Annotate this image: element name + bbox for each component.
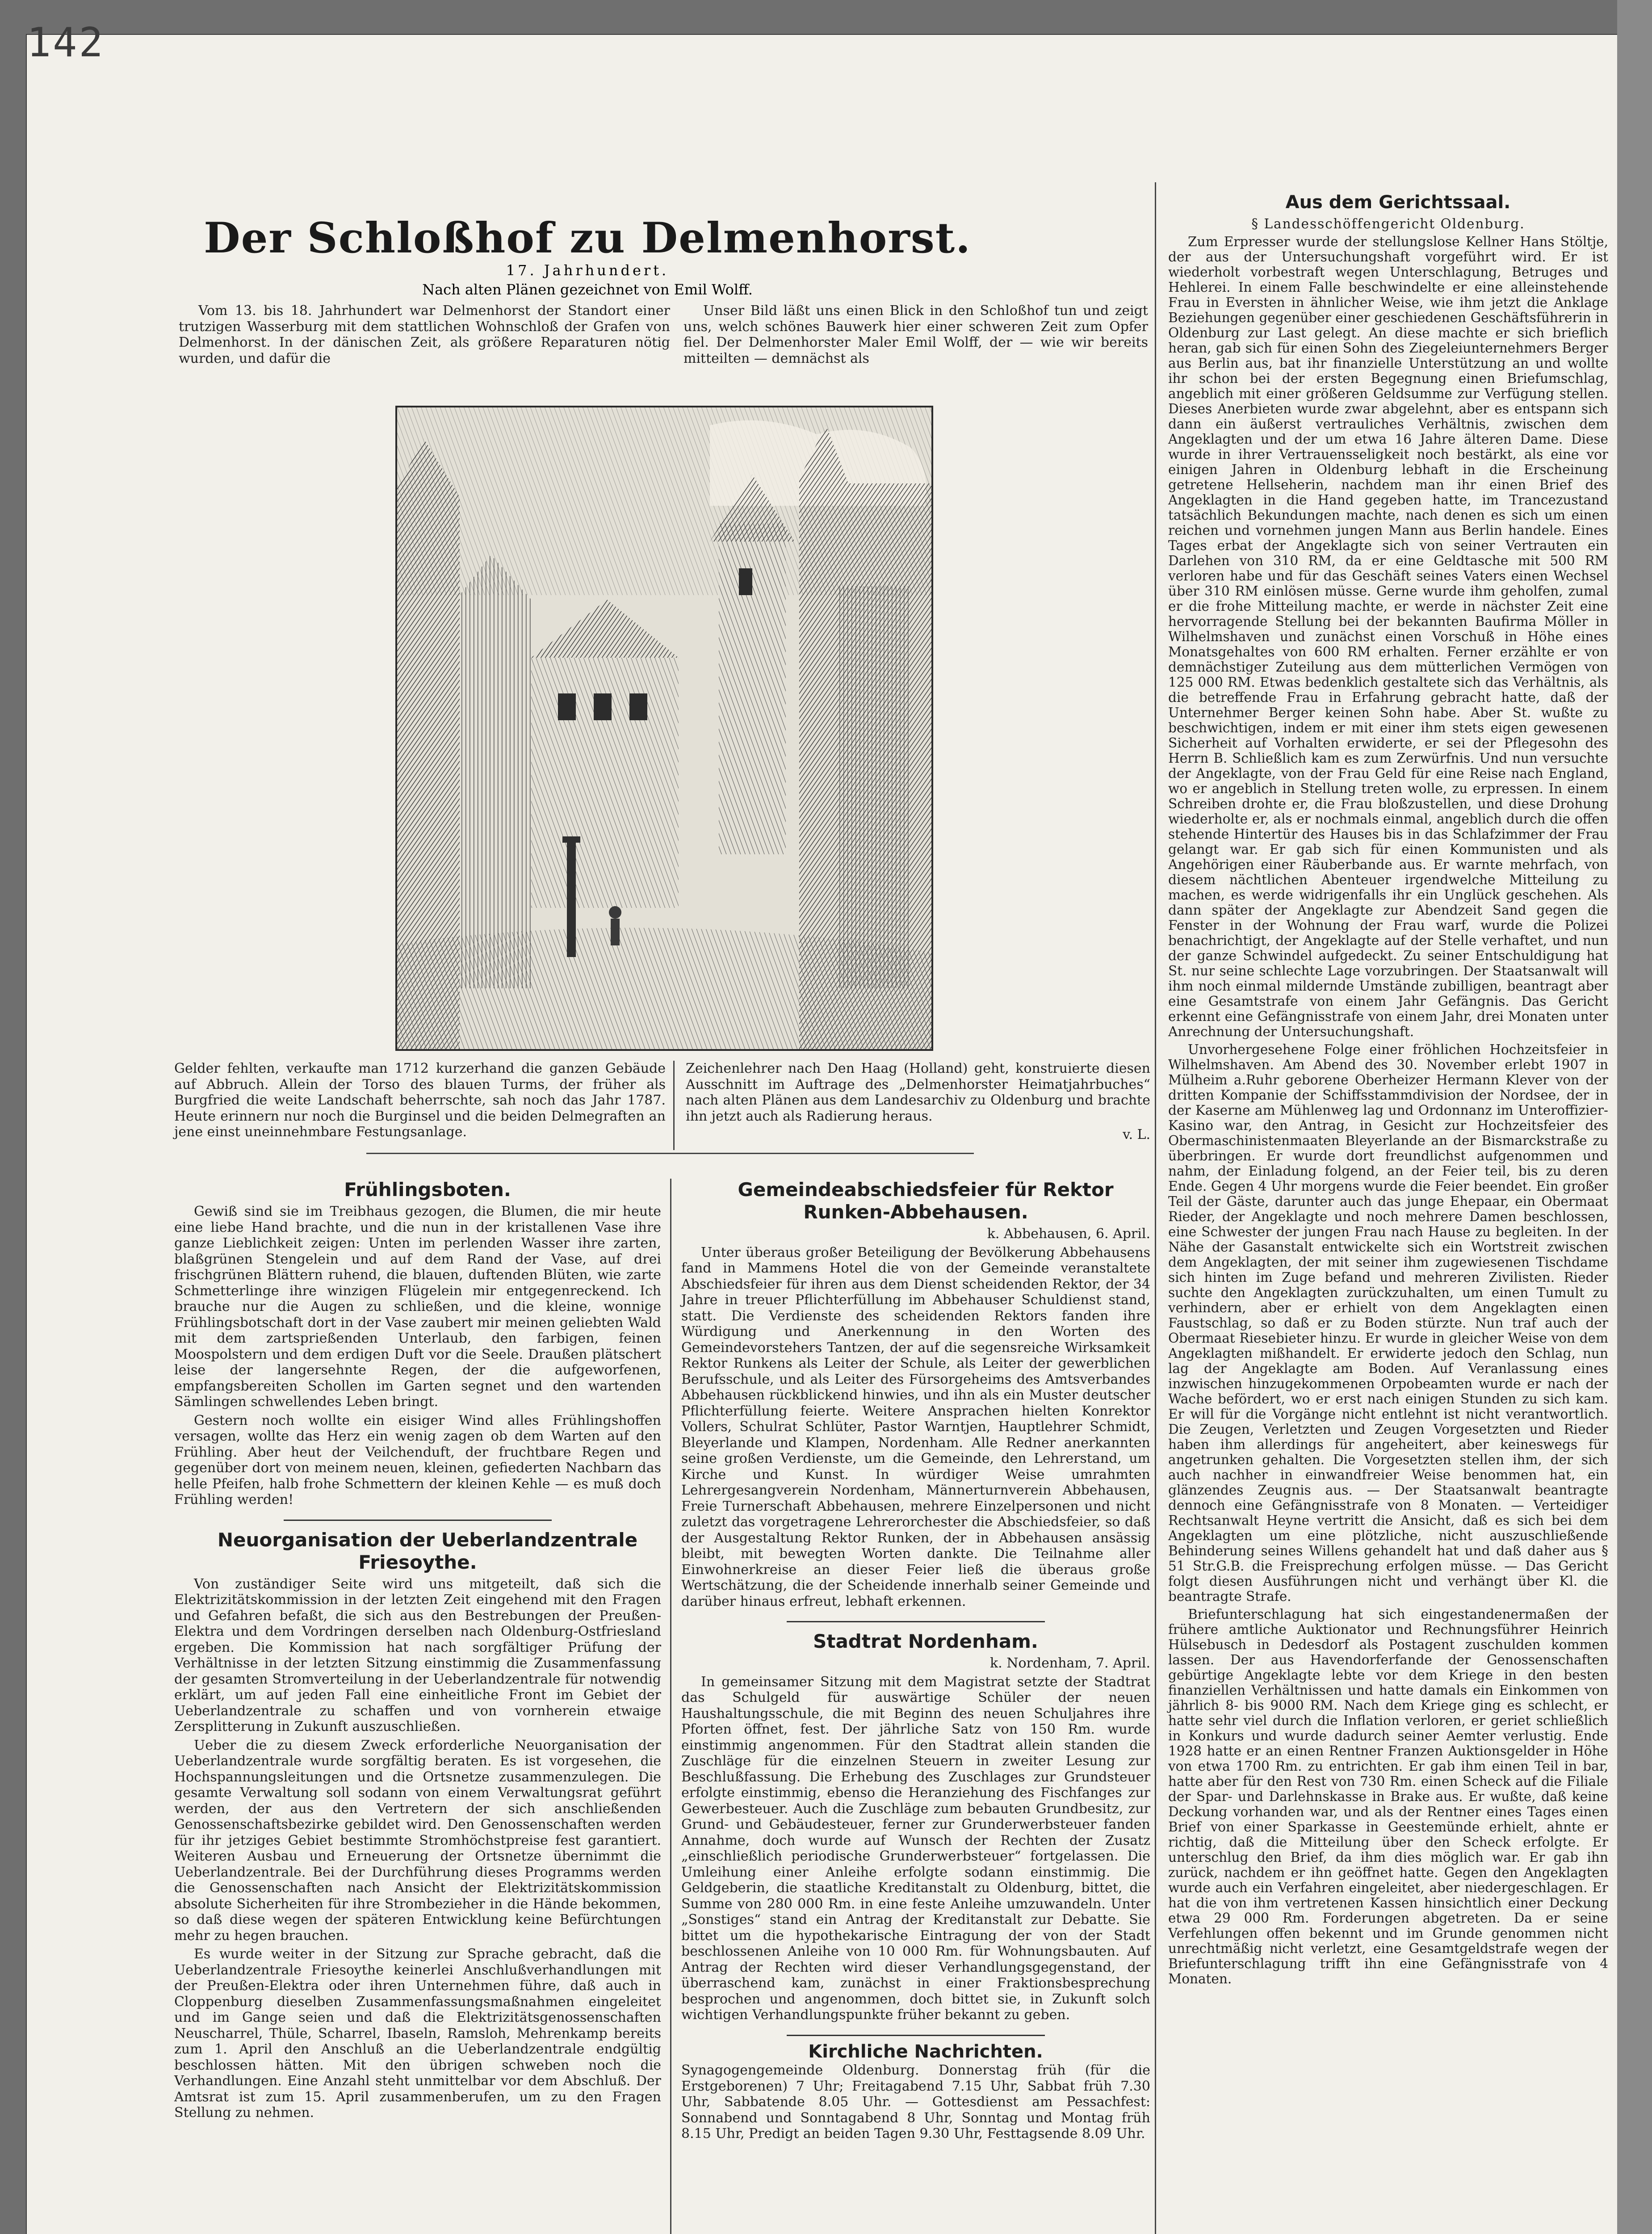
- lead-end-right-text: Zeichenlehrer nach Den Haag (Holland) geht, konstruierte diesen Ausschnitt im Auftrage des „Delmenhorster Heimatjahrbuches“ nach alten Plänen aus dem Landesarchiv zu Oldenburg und brachte ihn jetzt auch als Radierung heraus.: [686, 1061, 1150, 1124]
- binding-edge: [1617, 0, 1652, 2234]
- court-paragraph-3: Briefunterschlagung hat sich eingestandenermaßen der frühere amtliche Auktionator und Rechnungsführer Heinrich Hülsebusch in Dedesdorf als Postagent zuschulden kommen lassen. Der aus Havendorferfande der Genossenschaften gebürtige Angeklagte lebte vor dem Kriege in den besten finanziellen Verhältnissen und hatte damals ein Einkommen von jährlich 8- bis 9000 RM. Nach dem Kriege ging es schlecht, er hatte sehr viel durch die Inflation verloren, er geriet schließlich in Konkurs und wurde dadurch seiner Aemter verlustig. Ende 1928 hatte er an einen Rentner Franzen Auktionsgelder in Höhe von etwa 1700 Rm. zu entrichten. Er gab ihm einen Teil in bar, hatte aber für den Rest von 730 Rm. einen Scheck auf die Filiale der Spar- und Darlehnskasse in Brake aus. Er wußte, daß keine Deckung vorhanden war, und als der Rentner eines Tages einen Brief von einer Sparkasse in Geestemünde erhielt, ahnte er richtig, daß die Mitteilung über den Scheck erfolgte. Er unterschlug den Brief, da ihm dies möglich war. Er gab ihn zurück, nachdem er ihn geöffnet hatte. Gegen den Angeklagten wurde auch ein Verfahren eingeleitet, aber niedergeschlagen. Er hat die von ihm vertretenen Kassen hinsichtlich einer Deckung etwa 29 000 Rm. Forderungen abgetreten. Da er seine Verfehlungen offen bekennt und im Grunde genommen nicht unrechtmäßig nicht verletzt, eine Gesamtgeldstrafe wegen der Briefunterschlagung trifft ihn eine Gefängnisstrafe von 4 Monaten.: [1168, 1607, 1608, 1986]
- farewell-dateline: k. Abbehausen, 6. April.: [987, 1226, 1150, 1242]
- lead-title: Der Schloßhof zu Delmenhorst.: [204, 214, 971, 263]
- lead-column-divider: [673, 1061, 675, 1150]
- court-paragraph-2: Unvorhergesehene Folge einer fröhlichen Hochzeitsfeier in Wilhelmshaven. Am Abend des 30. November erlebt 1907 in Mülheim a.Ruhr geborene Oberheizer Hermann Klever von der dritten Kompanie der Schiffsstammdivision der Nordsee, der in der Kaserne am Mühlenweg lag und Ordonnanz im Unteroffizier-Kasino war, den Antrag, in Gesicht zur Hochzeitsfeier des Obermaschinistenmaaten Bleyerlande an der Bismarckstraße zu überbringen. Er wurde dort freundlichst aufgenommen und nahm, der Einladung folgend, an der Feier teil, bis zu deren Ende. Gegen 4 Uhr morgens wurde die Feier beendet. Ein großer Teil der Gäste, darunter auch das junge Ehepaar, ein Obermaat Rieder, der Angeklagte und noch mehrere Damen beschlossen, eine Schwester der jungen Frau nach Hause zu begleiten. In der Nähe der Gasanstalt entwickelte sich ein Wortstreit zwischen dem Angeklagten, der mit seiner ihm zugewiesenen Tischdame sich hinten im Zuge befand und mehreren Zivilisten. Rieder suchte den Angeklagten zurückzuhalten, um einen Tumult zu verhindern, aber er erhielt von dem Angeklagten einen Faustschlag, so daß er zu Boden stürzte. Nun traf auch der Obermaat Riesebieter hinzu. Er wurde in gleicher Weise von dem Angeklagten mißhandelt. Er erwiderte jedoch den Schlag, nun lag der Angeklagte am Boden. Auf Veranlassung eines inzwischen hinzugekommenen Orpobeamten wurde er nach der Wache befördert, wo er erst nach einigen Stunden zu sich kam. Er will für die Vorgänge nicht entlehnt ist nicht verantwortlich. Die Zeugen, Verletzten und Zeugen Vorgesetzten und Rieder haben ihm allerdings für angeheitert, aber keineswegs für angetrunken gehalten. Die Vorgesetzten stellen ihm, der sich auch nachher in einwandfreier Weise benommen hat, ein glänzendes Zeugnis aus. — Der Staatsanwalt beantragte dennoch eine Gefängnisstrafe von 8 Monaten. — Verteidiger Rechtsanwalt Heyne vertritt die Ansicht, daß es sich bei dem Angeklagten um eine plötzliche, nicht auszuschließende Behinderung seines Willens gehandelt hat und daß daher aus § 51 Str.G.B. die Freisprechung erfolgen müsse. — Das Gericht folgt diesen Ausführungen nicht und verhängt über Kl. die beantragte Strafe.: [1168, 1042, 1608, 1604]
- etching-drawing: [397, 407, 931, 1049]
- council-title: Stadtrat Nordenham.: [813, 1630, 1038, 1652]
- lead-intro-left-text: Vom 13. bis 18. Jahrhundert war Delmenhorst der Standort einer trutzigen Wasserburg mit dem stattlichen Wohnschloß der Grafen von Delmenhorst. In der dänischen Zeit, als größere Reparaturen nötig wurden, und dafür die: [179, 303, 670, 366]
- lead-end-left: [174, 1061, 666, 1143]
- court-paragraph-1: Zum Erpresser wurde der stellungslose Kellner Hans Stöltje, der aus der Untersuchungshaft vorgeführt wird. Er ist wiederholt vorbestraft wegen Unterschlagung, Betruges und Hehlerei. In einem Falle beschwindelte er eine alleinstehende Frau in Eversten in ähnlicher Weise, wie ihm jetzt die Anklage Beziehungen gegenüber einer geschiedenen Geschäftsführerin in Oldenburg zur Last gelegt. An diese machte er sich brieflich heran, gab sich für einen Sohn des Ziegeleiunternehmers Berger aus Berlin aus, bat ihr finanzielle Unterstützung an und wollte ihr schon bei der ersten Begegnung einen Briefumschlag, angeblich mit einer größeren Geldsumme zur Verfügung stellen. Dieses Anerbieten wurde zwar abgelehnt, aber es entspann sich dann ein äußerst vertrauliches Verhältnis, zwischen dem Angeklagten und der um etwa 16 Jahre älteren Dame. Diese wurde in ihrer Vertrauensseligkeit noch bestärkt, als eine vor einigen Jahren in Oldenburg lebhaft in die Erscheinung getretene Hellseherin, nachdem man ihr einen Brief des Angeklagten in die Hand gegeben hatte, im Trancezustand tatsächlich Bekundungen machte, nach denen es sich um einen reichen und vornehmen jungen Mann aus Berlin handele. Eines Tages erbat der Angeklagte sich von seiner Vertrauten ein Darlehen von 310 RM, da er eine Geldtasche mit 500 RM verloren habe und für das Geschäft seines Vaters einen Wechsel über 310 RM einlösen müsse. Gerne wurde ihm geholfen, zumal er die frohe Mitteilung machte, er werde in nächster Zeit eine hervorragende Stellung bei der bekannten Baufirma Möller in Wilhelmshaven und zunächst einen Vorschuß in Höhe eines Monatsgehaltes von 600 RM erhalten. Ferner erzählte er von demnächstiger Zuteilung aus dem mütterlichen Vermögen von 125 000 RM. Etwas bedenklich gestaltete sich das Verhältnis, als die betreffende Frau in Erfahrung gebracht hatte, daß der Unternehmer Berger keinen Sohn habe. Aber St. wußte zu beschwichtigen, indem er mit einer ihm stets eigen gewesenen Sicherheit auf Vorhalten erwiderte, er sei der Pflegesohn des Herrn B. Schließlich kam es zum Zerwürfnis. Und nun versuchte der Angeklagte, von der Frau Geld für eine Reise nach England, wo er angeblich in Stellung treten wolle, zu erpressen. In einem Schreiben drohte er, die Frau bloßzustellen, und diese Drohung wiederholte er, als er nochmals einmal, angeblich durch die offen stehende Hintertür des Hauses bis in das Schlafzimmer der Frau gelangt war. Er gab sich für einen Kommunisten und als Angehörigen einer Räuberbande aus. Er warnte mehrfach, von diesem nächtlichen Abenteuer irgendwelche Mitteilung zu machen, es werde widrigenfalls ihr ein Unglück geschehen. Als dann später der Angeklagte zur Abendzeit Sand gegen die Fenster in der Wohnung der Frau warf, wurde die Polizei benachrichtigt, der Angeklagte auf der Stelle verhaftet, und nun der ganze Schwindel aufgedeckt. Zu seiner Entschuldigung hat St. nur seine schlechte Lage vorzubringen. Der Staatsanwalt will ihm noch einmal mildernde Umstände zubilligen, beantragt aber eine Gesamtstrafe von einem Jahr Gefängnis. Das Gericht erkennt eine Gefängnisstrafe von einem Jahr, drei Monaten unter Anrechnung der Untersuchungshaft.: [1168, 234, 1608, 1039]
- overland-paragraph-1: Von zuständiger Seite wird uns mitgeteilt, daß sich die Elektrizitätskommission in der letzten Zeit eingehend mit den Fragen und Gefahren befaßt, die sich aus den Bestrebungen der Preußen-Elektra und dem Vordringen derselben nach Oldenburg-Ostfriesland ergeben. Die Kommission hat nach sorgfältiger Prüfung der Verhältnisse in der letzten Sitzung einstimmig die Zusammenfassung der gesamten Stromverteilung in der Ueberlandzentrale für notwendig erklärt, um auf jeden Fall eine einheitliche Front im Gebiet der Ueberlandzentrale zu schaffen und von vornherein etwaige Zersplitterung in Zukunft auszuschließen.: [174, 1576, 661, 1734]
- spring-paragraph-2: Gestern noch wollte ein eisiger Wind alles Frühlingshoffen versagen, wollte das Herz ein wenig zagen ob dem Warten auf den Frühling. Aber heut der Veilchenduft, der fruchtbare Regen und gegenüber dort von meinem neuen, kleinen, gefiederten Nachbarn das helle Pfeifen, halb frohe Schmettern der kleinen Kehle — es muß doch Frühling werden!: [174, 1412, 661, 1508]
- lead-end-left-text: Gelder fehlten, verkaufte man 1712 kurzerhand die ganzen Gebäude auf Abbruch. Allein der Torso des blauen Turms, der früher als Burgfried die weite Landschaft beherrschte, sah noch das Jahr 1787. Heute erinnern nur noch die Burginsel und die beiden Delmegraften an jene einst uneinnehmbare Festungsanlage.: [174, 1061, 666, 1140]
- court-title: Aus dem Gerichtssaal.: [1285, 192, 1511, 213]
- middle-right-column: [681, 1179, 1150, 2145]
- lead-century: 17. Jahrhundert.: [506, 262, 669, 279]
- castle-courtyard-etching: [395, 406, 933, 1051]
- farewell-paragraph-1: Unter überaus großer Beteiligung der Bevölkerung Abbehausens fand in Mammens Hotel die von der Gemeinde veranstaltete Abschiedsfeier für ihren aus dem Dienst scheidenden Rektor, der 34 Jahre in treuer Pflichterfüllung im Abbehauser Schuldienst stand, statt. Die Verdienste des scheidenden Rektors fanden ihre Würdigung und Anerkennung in den Worten des Gemeindevorstehers Tantzen, der auf die segensreiche Wirksamkeit Rektor Runkens als Leiter der Schule, als Leiter der gewerblichen Berufsschule, und als Leiter des Fürsorgeheims des Amtsverbandes Abbehausen rückblickend hinwies, und ihn als ein Muster deutscher Pflichterfüllung feierte. Weitere Ansprachen hielten Konrektor Vollers, Schulrat Schlüter, Pastor Warntjen, Hauptlehrer Schmidt, Bleyerlande und Klampen, Nordenham. Alle Redner anerkannten seine großen Verdienste, um die Gemeinde, den Lehrerstand, um Kirche und Kunst. In würdiger Weise umrahmten Lehrergesangverein Nordenham, Männerturnverein Abbehausen, Freie Turnerschaft Abbehausen, mehrere Einzelpersonen und nicht zuletzt das vorgetragene Lehrerorchester die Abschiedsfeier, so daß der Ausgestaltung Rektor Runken, der in Abbehausen ansässig bleibt, mit bewegten Worten dankte. Die Teilnahme aller Einwohnerkreise an dieser Feier ließ die überaus große Wertschätzung, die der Scheidende innerhalb seiner Gemeinde und darüber hinaus erfreut, lebhaft erkennen.: [681, 1244, 1150, 1609]
- right-column-divider: [1155, 182, 1156, 2234]
- council-separator: [787, 2035, 1045, 2036]
- middle-column-divider: [670, 1179, 671, 2234]
- farewell-separator: [787, 1621, 1045, 1622]
- lead-intro-right-text: Unser Bild läßt uns einen Blick in den Schloßhof tun und zeigt uns, welch schönes Bauwerk hier einer schweren Zeit zum Opfer fiel. Der Delmenhorster Maler Emil Wolff, der — wie wir bereits mitteilten — demnächst als: [683, 303, 1148, 366]
- farewell-title: Gemeindeabschiedsfeier für Rektor Runken-Abbehausen.: [738, 1179, 1114, 1223]
- church-paragraph-1: Synagogengemeinde Oldenburg. Donnerstag früh (für die Erstgeborenen) 7 Uhr; Freitagabend 7.15 Uhr, Sabbat früh 7.30 Uhr, Sabbatende 8.05 Uhr. — Gottesdienst am Pessachfest: Sonnabend und Sonntagabend 8 Uhr, Sonntag und Montag früh 8.15 Uhr, Predigt an beiden Tagen 9.30 Uhr, Festtagsende 8.09 Uhr.: [681, 2062, 1150, 2142]
- lead-bottom-rule: [366, 1153, 974, 1154]
- court-column: [1168, 191, 1608, 1989]
- middle-left-column: [174, 1179, 661, 2124]
- lead-end-right: [686, 1061, 1150, 1146]
- lead-signature: v. L.: [1123, 1127, 1150, 1142]
- overland-paragraph-2: Ueber die zu diesem Zweck erforderliche Neuorganisation der Ueberlandzentrale wurde sorgfältig beraten. Es ist vorgesehen, die Hochspannungsleitungen und die Ortsnetze zusammenzulegen. Die gesamte Verwaltung soll sodann von einem Verwaltungsrat geführt werden, der aus den Vertretern der sich anschließenden Genossenschaftsbezirke gebildet wird. Den Genossenschaften werden für ihr jetziges Gebiet bestimmte Stromhöchstpreise fest garantiert. Weiteren Ausbau und Erneuerung der Ortsnetze übernimmt die Ueberlandzentrale. Bei der Durchführung dieses Programms werden die Genossenschaften nach Ansicht der Elektrizitätskommission absolute Sicherheiten für ihre Strombezieher in die Hände bekommen, so daß diese wegen der späteren Entwicklung keine Befürchtungen mehr zu hegen brauchen.: [174, 1737, 661, 1944]
- overland-title: Neuorganisation der Ueberlandzentrale Friesoythe.: [217, 1529, 638, 1573]
- overland-paragraph-3: Es wurde weiter in der Sitzung zur Sprache gebracht, daß die Ueberlandzentrale Friesoythe keinerlei Anschlußverhandlungen mit der Preußen-Elektra oder ihren Unternehmen führe, daß auch in Cloppenburg dieselben Zusammenfassungsmaßnahmen eingeleitet und im Gange seien und daß die Elektrizitätsgenossenschaften Neuscharrel, Thüle, Scharrel, Ibaseln, Ramsloh, Mehrenkamp bereits zum 1. April den Anschluß an die Ueberlandzentrale endgültig beschlossen hätten. Mit den übrigen schweben noch die Verhandlungen. Eine Anzahl steht unmittelbar vor dem Abschluß. Der Amtsrat ist zum 15. April zusammenberufen, um zu den Fragen Stellung zu nehmen.: [174, 1946, 661, 2121]
- court-subtitle: § Landesschöffengericht Oldenburg.: [1251, 216, 1525, 231]
- lead-intro-right: [683, 303, 1148, 369]
- council-paragraph-1: In gemeinsamer Sitzung mit dem Magistrat setzte der Stadtrat das Schulgeld für auswärtige Schüler der neuen Haushaltungsschule, die mit Beginn des neuen Schuljahres ihre Pforten öffnet, fest. Der jährliche Satz von 150 Rm. wurde einstimmig angenommen. Für den Stadtrat allein standen die Zuschläge für die einzelnen Steuern in zweiter Lesung zur Beschlußfassung. Die Erhebung des Zuschlages zur Grundsteuer erfolgte einstimmig, ebenso die Heranziehung des Fischfanges zur Gewerbesteuer. Auch die Zuschläge zum bebauten Grundbesitz, zur Grund- und Gebäudesteuer, ferner zur Grunderwerbsteuer fanden Annahme, doch wurde auf Wunsch der Rechten der Zusatz „einschließlich periodische Grunderwerbsteuer“ fortgelassen. Die Umleihung einer Anleihe erfolgte sodann einstimmig. Die Geldgeberin, die staatliche Kreditanstalt zu Oldenburg, bittet, die Summe von 280 000 Rm. in eine feste Anleihe umzuwandeln. Unter „Sonstiges“ stand ein Antrag der Kreditanstalt zur Debatte. Sie bittet um die hypothekarische Eintragung der von der Stadt beschlossenen Anleihe von 10 000 Rm. für Wohnungsbauten. Auf Antrag der Rechten wird dieser Verhandlungsgegenstand, der überraschend kam, zunächst in einer Fraktionsbesprechung besprochen und angenommen, doch bittet sie, in Zukunft solch wichtigen Verhandlungspunkte früher bekannt zu geben.: [681, 1674, 1150, 2023]
- page-number: 142: [27, 19, 105, 66]
- lead-credit: Nach alten Plänen gezeichnet von Emil Wolff.: [422, 281, 753, 298]
- lead-intro-left: [179, 303, 670, 369]
- spring-paragraph-1: Gewiß sind sie im Treibhaus gezogen, die Blumen, die mir heute eine liebe Hand brachte, und die nun in der kristallenen Vase ihre ganze Lieblichkeit zeigen: Unten im perlenden Wasser ihre zarten, blaßgrünen Stengelein und auf dem Rand der Vase, auf drei frischgrünen Blättern ruhend, die blauen, duftenden Blüten, wie zarte Schmetterlinge ihre winzigen Flügelein mir entgegenreckend. Ich brauche nur die Augen zu schließen, und die kleine, wonnige Frühlingsbotschaft dort in der Vase zaubert mir meinen geliebten Wald mit dem zartsprießenden Unterlaub, den farbigen, feinen Moospolstern und dem erdigen Duft vor die Seele. Draußen plätschert leise der langersehnte Regen, der die aufgeworfenen, empfangsbereiten Schollen im Garten segnet und den wartenden Sämlingen schwellendes Leben bringt.: [174, 1204, 661, 1410]
- council-dateline: k. Nordenham, 7. April.: [990, 1655, 1150, 1671]
- spring-title: Frühlingsboten.: [344, 1179, 511, 1201]
- spring-separator: [284, 1520, 552, 1521]
- newspaper-page: [27, 19, 1617, 2234]
- church-title: Kirchliche Nachrichten.: [808, 2041, 1043, 2062]
